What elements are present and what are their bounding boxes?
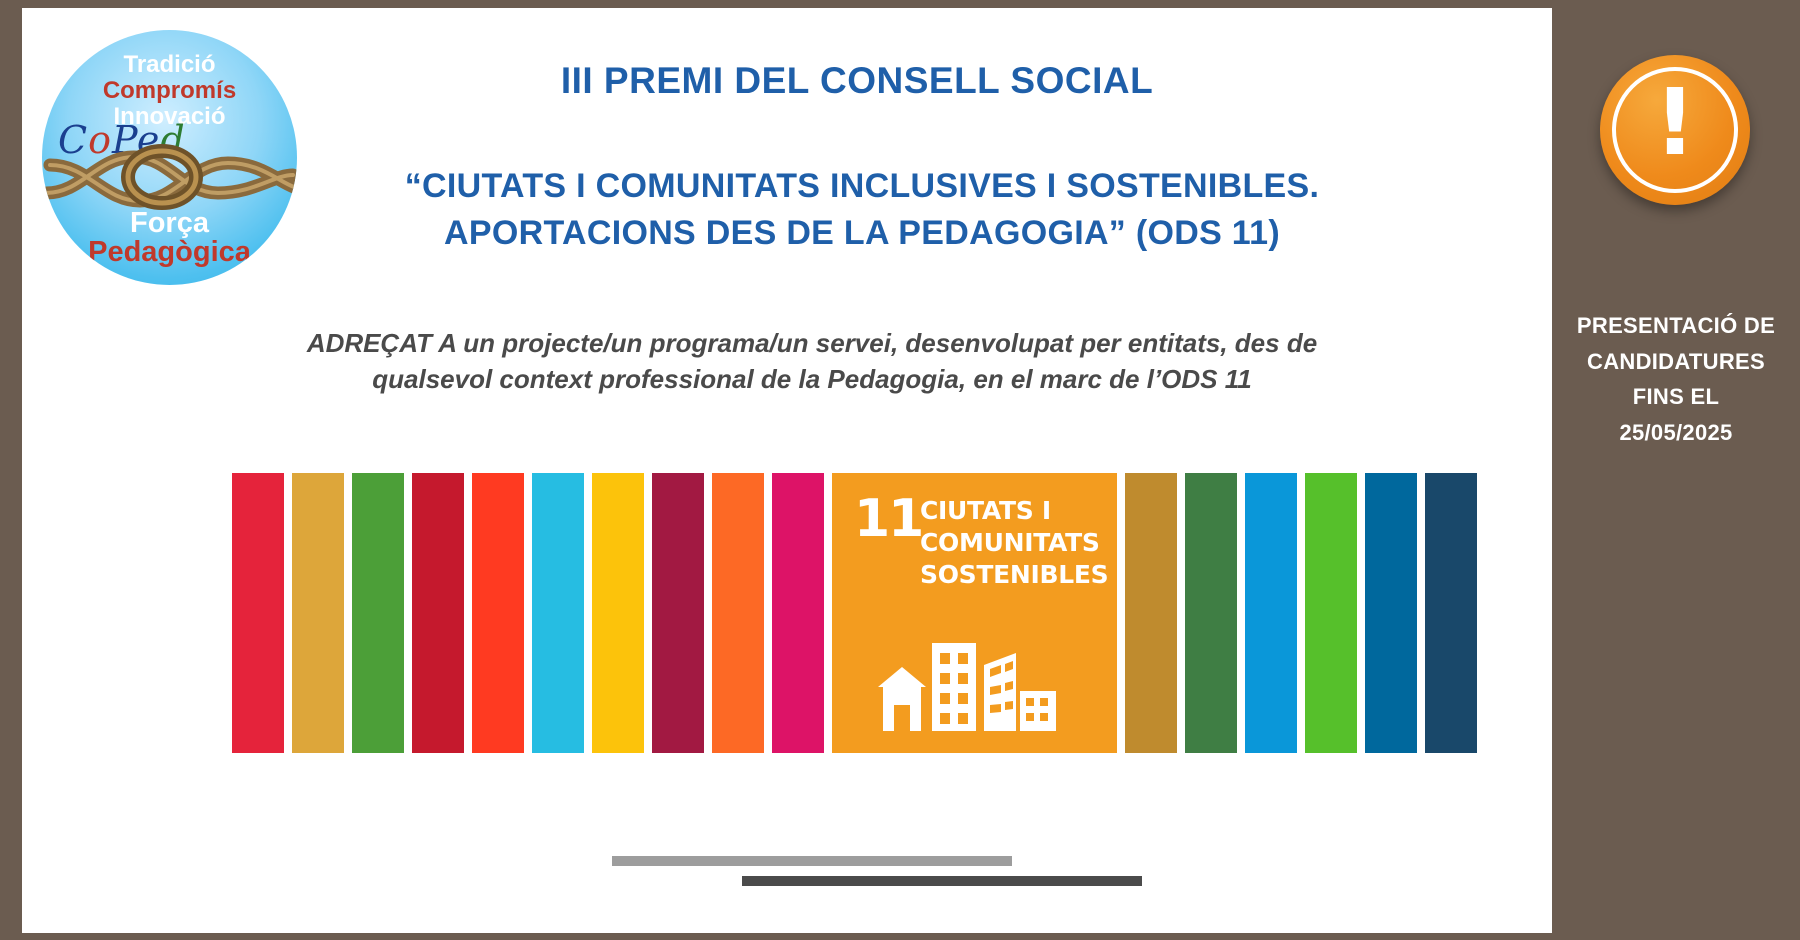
body-text (202, 326, 1422, 398)
presentation-slide (22, 8, 1552, 933)
deadline-date: 25/05/2025 (1619, 419, 1733, 445)
logo-text-compromis: Compromís (102, 77, 237, 104)
deadline-line-2: CANDIDATURES (1587, 348, 1765, 374)
sdg-bar (652, 473, 704, 753)
sdg-bar (1305, 473, 1357, 753)
deadline-line-1: PRESENTACIÓ DE (1576, 313, 1776, 338)
badge-exclamation-mark: ! (1654, 69, 1696, 176)
sdg-bar (1245, 473, 1297, 753)
sdg-11-card (832, 473, 1117, 753)
logo-acronym-c: C (58, 118, 89, 162)
sdg-bar (532, 473, 584, 753)
logo-acronym-e: e (136, 118, 161, 162)
rope-knot-icon (42, 135, 297, 215)
page-subtitle (272, 163, 1452, 257)
sdg-bar (592, 473, 644, 753)
sdg-bar (232, 473, 284, 753)
sdg-bar (712, 473, 764, 753)
page-subtitle-line-1: “CIUTATS I COMUNITATS INCLUSIVES I SOSTENIBLES. (404, 167, 1320, 205)
sdg-bar (292, 473, 344, 753)
deadline-panel (1552, 0, 1800, 940)
sdg-bar (772, 473, 824, 753)
sdg-label-line-1: CIUTATS I (920, 496, 1051, 525)
deadline-line-3: FINS EL (1632, 384, 1720, 410)
sdg-bar (472, 473, 524, 753)
page-title: III PREMI DEL CONSELL SOCIAL (560, 60, 1154, 101)
sdg-color-strip (232, 473, 1485, 753)
sdg-bar (412, 473, 464, 753)
logo-text-forca: Força (130, 207, 209, 239)
sdg-number: 11 (854, 489, 923, 549)
body-text-line-1: ADREÇAT A un projecte/un programa/un servei, desenvolupat per entitats, des de (306, 328, 1318, 358)
page-subtitle-line-2: APORTACIONS DES DE LA PEDAGOGIA” (ODS 11) (444, 213, 1280, 252)
sdg-bar (1425, 473, 1477, 753)
sdg-label-line-3: SOSTENIBLES (920, 560, 1109, 589)
sdg-label-line-2: COMUNITATS (920, 528, 1100, 557)
logo-text-tradicio: Tradició (123, 51, 216, 78)
logo-acronym-p: P (111, 118, 137, 162)
sdg-bar (352, 473, 404, 753)
decorative-bar-light (612, 856, 1012, 866)
logo-acronym-d: d (160, 118, 186, 162)
body-text-line-2: qualsevol context professional de la Pedagogia, en el marc de l’ODS 11 (372, 363, 1252, 394)
deadline-text (1562, 308, 1790, 451)
sdg-label (920, 495, 1108, 591)
sdg-bar (1365, 473, 1417, 753)
exclamation-badge-icon (1600, 55, 1750, 205)
logo-acronym-o: o (88, 118, 112, 162)
sdg-bar (1125, 473, 1177, 753)
city-buildings-icon (870, 625, 1060, 735)
logo-text-pedagogica: Pedagògica (88, 236, 251, 268)
decorative-bar-dark (742, 876, 1142, 886)
organization-logo (42, 30, 297, 285)
logo-text-innovacio: Innovació (113, 103, 226, 130)
sdg-bar (1185, 473, 1237, 753)
